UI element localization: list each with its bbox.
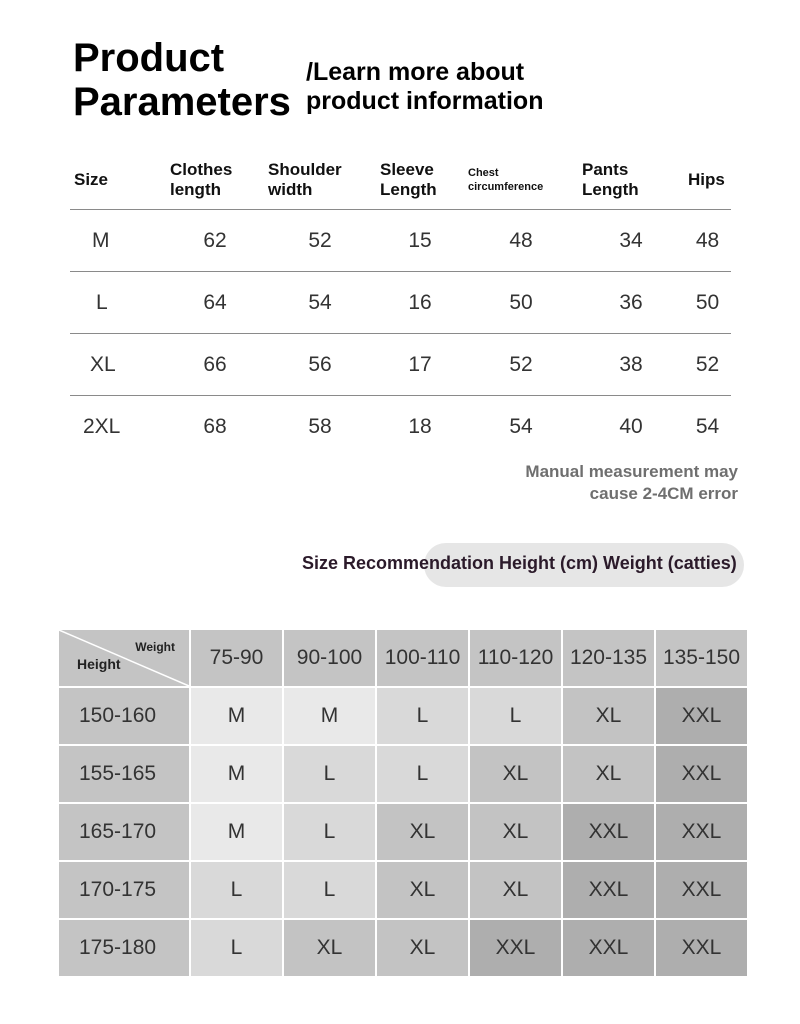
subtitle-line-1: /Learn more about [306, 58, 525, 86]
measurement-note [525, 461, 738, 505]
page-subtitle [306, 58, 543, 116]
header-sleeve-length: Sleeve Length [376, 150, 464, 210]
cell-chest: 48 [464, 210, 578, 272]
size-cell: XXL [563, 804, 654, 860]
height-range-cell: 155-165 [59, 746, 189, 802]
weight-range-header: 75-90 [191, 630, 282, 686]
size-recommendation-grid [57, 628, 749, 978]
header-shoulder-width: Shoulder width [264, 150, 376, 210]
size-cell: XL [377, 920, 468, 976]
size-cell: M [284, 688, 375, 744]
size-cell: XXL [656, 688, 747, 744]
grid-row [59, 862, 747, 918]
size-cell: XXL [656, 746, 747, 802]
cell-size: M [70, 210, 166, 272]
size-cell: L [284, 804, 375, 860]
parameters-row [70, 272, 731, 334]
size-cell: XXL [656, 920, 747, 976]
note-line-2: cause 2-4CM error [589, 484, 738, 503]
grid-row [59, 746, 747, 802]
size-cell: XL [563, 688, 654, 744]
cell-chest: 52 [464, 334, 578, 396]
grid-row [59, 804, 747, 860]
cell-hips: 48 [684, 210, 731, 272]
size-cell: XL [377, 804, 468, 860]
size-cell: XXL [656, 862, 747, 918]
size-cell: XXL [656, 804, 747, 860]
size-cell: XL [470, 862, 561, 918]
cell-pants-length: 34 [578, 210, 684, 272]
cell-pants-length: 40 [619, 414, 643, 438]
cell-hips: 54 [695, 414, 720, 438]
note-line-1: Manual measurement may [525, 462, 738, 481]
subtitle-line-2: product information [306, 87, 544, 115]
cell-size: L [70, 272, 166, 334]
grid-header-row [59, 630, 747, 686]
weight-range-header: 90-100 [284, 630, 375, 686]
height-range-cell: 170-175 [59, 862, 189, 918]
corner-height-label: Height [77, 656, 121, 672]
cell-hips: 52 [684, 334, 731, 396]
corner-weight-label: Weight [135, 640, 175, 654]
cell-shoulder-width: 56 [264, 334, 376, 396]
cell-sleeve-length: 15 [376, 210, 464, 272]
height-range-cell: 175-180 [59, 920, 189, 976]
height-range-cell: 150-160 [59, 688, 189, 744]
grid-row [59, 688, 747, 744]
cell-clothes-length: 62 [166, 210, 264, 272]
parameters-row [70, 334, 731, 396]
cell-pants-length: 38 [578, 334, 684, 396]
size-cell: XXL [470, 920, 561, 976]
cell-chest: 54 [509, 414, 533, 438]
parameters-header-row [70, 150, 731, 210]
cell-shoulder-width: 58 [308, 414, 332, 438]
header-size: Size [70, 150, 166, 210]
header-chest-circumference: Chest circumference [464, 150, 578, 210]
size-cell: XL [284, 920, 375, 976]
cell-pants-length: 36 [578, 272, 684, 334]
size-cell: M [191, 746, 282, 802]
cell-sleeve-length: 18 [408, 414, 432, 438]
size-cell: L [284, 746, 375, 802]
size-cell: L [191, 920, 282, 976]
cell-hips: 50 [684, 272, 731, 334]
size-cell: L [377, 688, 468, 744]
weight-range-header: 110-120 [470, 630, 561, 686]
size-recommendation-label: Size Recommendation Height (cm) Weight (catties) [302, 553, 737, 573]
size-cell: XL [470, 804, 561, 860]
header-hips: Hips [684, 150, 731, 210]
cell-sleeve-length: 17 [376, 334, 464, 396]
cell-clothes-length: 68 [203, 414, 227, 438]
title-line-1: Product [73, 36, 225, 80]
size-cell: M [191, 688, 282, 744]
size-cell: L [191, 862, 282, 918]
cell-chest: 50 [464, 272, 578, 334]
size-cell: M [191, 804, 282, 860]
size-cell: XXL [563, 862, 654, 918]
size-cell: XL [377, 862, 468, 918]
header-pants-length: Pants Length [578, 150, 684, 210]
grid-corner-cell [59, 630, 189, 686]
page-title [73, 36, 291, 124]
cell-size: 2XL [83, 414, 121, 438]
header-clothes-length: Clothes length [166, 150, 264, 210]
size-cell: XXL [563, 920, 654, 976]
title-line-2: Parameters [73, 80, 291, 124]
cell-shoulder-width: 52 [264, 210, 376, 272]
height-range-cell: 165-170 [59, 804, 189, 860]
parameters-row [70, 210, 731, 272]
weight-range-header: 120-135 [563, 630, 654, 686]
parameters-table [70, 150, 731, 457]
cell-clothes-length: 64 [166, 272, 264, 334]
grid-row [59, 920, 747, 976]
size-cell: XL [563, 746, 654, 802]
size-cell: XL [470, 746, 561, 802]
weight-range-header: 100-110 [377, 630, 468, 686]
parameters-row [70, 396, 731, 458]
cell-shoulder-width: 54 [264, 272, 376, 334]
size-cell: L [470, 688, 561, 744]
size-cell: L [377, 746, 468, 802]
cell-sleeve-length: 16 [376, 272, 464, 334]
weight-range-header: 135-150 [656, 630, 747, 686]
cell-size: XL [70, 334, 166, 396]
cell-clothes-length: 66 [166, 334, 264, 396]
size-cell: L [284, 862, 375, 918]
